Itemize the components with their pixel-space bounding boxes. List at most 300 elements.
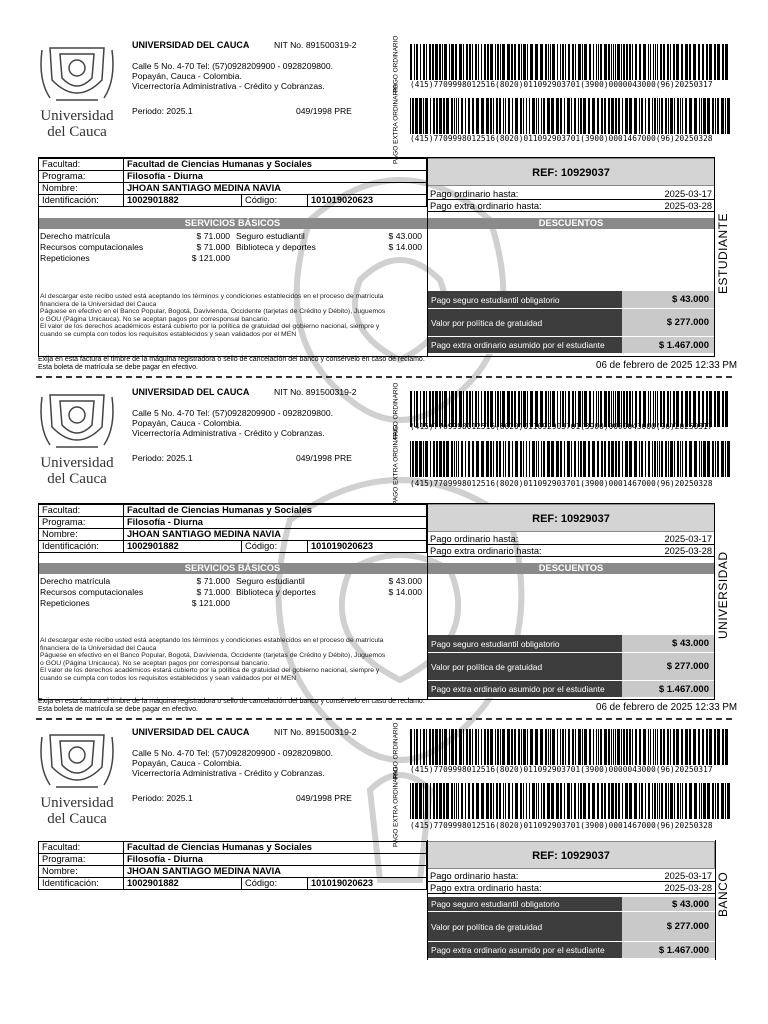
barcode-bar [722,729,724,765]
barcode-bar [443,441,445,477]
barcode-bar [701,441,702,477]
copy-label: BANCO [716,871,730,917]
barcode-bar [571,783,572,819]
barcode-bar [466,44,468,80]
barcode-ordinario [410,44,730,80]
barcode-bar [515,783,518,819]
barcode-bar [472,98,474,134]
barcode-bar [660,729,662,765]
barcode-bar [652,441,653,477]
copy-label: UNIVERSIDAD [716,551,730,639]
barcode-bar [560,44,561,80]
barcode-bar [497,729,499,765]
barcode-bar [593,729,594,765]
barcode-bar [472,44,473,80]
barcode-bar [500,44,501,80]
barcode-bar [508,98,510,134]
barcode-bar [588,783,590,819]
barcode-bar [611,44,612,80]
barcode-bar [596,44,597,80]
barcode-bar [677,783,679,819]
barcode-bar [725,783,726,819]
barcode-extra [410,441,730,477]
barcode-bar [677,98,679,134]
cut-line [36,376,732,378]
student-info-table: Facultad: Facultad de Ciencias Humanas y Sociales Programa: Filosofía - Diurna Nombre: JHOAN SANTIAGO MEDINA NAVIA Identificación: 1002901882 Código: 101019020623 [38,158,427,207]
barcode-bar [521,729,522,765]
barcode-bar [443,98,445,134]
barcode-bar [634,783,637,819]
barcode-bar [615,783,617,819]
barcode-bar [634,98,637,134]
due-dates: Pago ordinario hasta: 2025-03-17 Pago extra ordinario hasta: 2025-03-28 [427,188,715,212]
barcode-bar [410,783,411,819]
barcode-bar [681,44,683,80]
barcode-bar [623,44,625,80]
barcode-bar [709,729,712,765]
barcode-bar [650,44,651,80]
barcode-bar [458,441,459,477]
barcode-bar [685,783,687,819]
barcode-bar [496,783,498,819]
barcode-bar [626,729,628,765]
barcode-bar [668,98,669,134]
barcode-bar [608,98,610,134]
barcode-bar [426,44,427,80]
barcode-bar [632,44,633,80]
nombre: JHOAN SANTIAGO MEDINA NAVIA [124,529,427,541]
barcode-bar [725,441,726,477]
barcode-bar [667,729,669,765]
barcode-bar [652,98,653,134]
barcode-bar [423,783,424,819]
barcode-bar [674,98,675,134]
barcode-bar [712,783,714,819]
resolution: 049/1998 PRE [296,453,352,463]
barcode-bar [615,441,617,477]
barcode-bar [536,98,537,134]
barcode-bar [592,98,595,134]
barcode-bar [496,98,498,134]
barcode-bar [657,783,658,819]
barcode-bar [621,729,622,765]
barcode-bar [714,44,716,80]
barcode-bar [680,783,681,819]
barcode-bar [461,441,463,477]
barcode-bar [643,729,646,765]
university-name: UNIVERSIDAD DEL CAUCA [132,40,250,50]
barcode-bar [660,44,662,80]
barcode-bar [575,44,576,80]
barcode-bar [543,441,545,477]
barcode-bar [493,783,494,819]
barcode-bar [588,98,590,134]
barcode-bar [518,729,520,765]
barcode-bar [497,44,499,80]
barcode-bar [648,98,650,134]
barcode-bar [564,783,565,819]
barcode-bar [535,44,538,80]
barcode-bar [654,441,656,477]
barcode-bar [508,783,510,819]
barcode-bar [611,729,612,765]
barcode-bar [547,783,550,819]
barcode-bar [694,441,697,477]
barcode-bar [615,98,617,134]
barcode-bar [562,44,564,80]
barcode-bar [648,44,649,80]
barcode-bar [551,783,554,819]
barcode-bar [698,44,700,80]
barcode-bar [487,729,489,765]
barcode-bar [707,98,710,134]
barcode-bar [611,98,614,134]
barcode-bar [589,729,591,765]
barcode-bar [465,783,466,819]
barcode-bar [571,98,572,134]
university-logo [36,40,118,140]
barcode-bar [727,98,730,134]
barcode-label-extra: PAGO EXTRA ORDINARIO [392,83,400,165]
barcode-bar [639,729,641,765]
barcode-bar [584,729,587,765]
barcode-bar [715,98,716,134]
barcode-bar [618,783,620,819]
barcode-bar [568,44,570,80]
barcode-bar [495,44,496,80]
barcode-bar [432,44,434,80]
barcode-bar [698,729,700,765]
barcode-bar [567,441,570,477]
barcode-bar [615,44,616,80]
barcode-bar [727,783,730,819]
barcode-bar [472,441,474,477]
barcode-bar [416,44,418,80]
barcode-bar [653,44,654,80]
barcode-bar [463,729,464,765]
barcode-bar [571,441,572,477]
barcode-bar [608,783,610,819]
barcode-ordinario [410,729,730,765]
barcode-bar [433,783,435,819]
barcode-bar [634,441,637,477]
barcode-bar [608,44,610,80]
barcode-bar [659,441,660,477]
barcode-bar [689,98,692,134]
barcode-bar [461,98,463,134]
barcode-extra [410,783,730,819]
barcode-bar [560,441,562,477]
barcode-bar [530,729,533,765]
barcode-bar [451,783,453,819]
barcode-bar [676,729,679,765]
programa: Filosofía - Diurna [124,854,427,866]
barcode-bar [578,44,581,80]
identificacion: 1002901882 [124,541,242,553]
barcode-bar [680,98,681,134]
barcode-bar [655,729,656,765]
barcode-bar [490,441,492,477]
barcode-bar [670,44,671,80]
nit: NIT No. 891500319-2 [274,727,357,737]
barcode-bar [486,783,489,819]
barcode-bar [416,729,418,765]
barcode-bar [459,44,462,80]
barcode-bar [433,441,435,477]
barcode-bar [715,783,716,819]
form-frame [38,157,715,357]
barcode-bar [685,98,687,134]
barcode-bar [508,441,510,477]
barcode-bar [503,98,504,134]
barcode-number-extra: (415)7709998012516(8020)011092903701(3900)0001467000(96)20250328 [410,479,713,488]
barcode-bar [600,729,602,765]
barcode-number-extra: (415)7709998012516(8020)011092903701(3900)0001467000(96)20250328 [410,821,713,830]
barcode-bar [639,441,640,477]
barcode-bar [463,44,464,80]
barcode-bar [526,783,527,819]
barcode-bar [623,729,625,765]
barcode-bar [481,783,484,819]
barcode-bar [626,44,628,80]
barcode-bar [574,98,576,134]
barcode-bar [608,729,610,765]
barcode-bar [665,783,667,819]
barcode-bar [484,44,486,80]
barcode-bar [505,441,506,477]
barcode-bar [621,44,622,80]
barcode-bar [456,783,457,819]
barcode-bar [622,98,623,134]
barcode-bar [435,729,438,765]
barcode-bar [699,783,700,819]
barcode-bar [436,441,438,477]
barcode-label-extra: PAGO EXTRA ORDINARIO [392,424,400,506]
barcode-bar [727,441,730,477]
barcode-bar [667,44,669,80]
barcode-bar [529,783,530,819]
student-info-table: Facultad: Facultad de Ciencias Humanas y Sociales Programa: Filosofía - Diurna Nombre: JHOAN SANTIAGO MEDINA NAVIA Identificación: 1002901882 Código: 101019020623 [38,841,427,890]
barcode-bar [449,44,450,80]
barcode-bar [689,44,691,80]
barcode-bar [567,98,570,134]
barcode-bar [420,44,421,80]
barcode-bar [419,441,422,477]
barcode-bar [673,44,675,80]
barcode-bar [469,729,471,765]
barcode-bar [435,44,438,80]
barcode-bar [712,98,714,134]
barcode-bar [465,98,466,134]
barcode-bar [632,729,633,765]
barcode-bar [611,441,614,477]
barcode-bar [556,98,559,134]
barcode-bar [567,783,570,819]
barcode-bar [451,98,453,134]
barcode-bar [493,98,494,134]
barcode-bar [443,783,445,819]
barcode-bar [551,98,554,134]
header-info [132,727,382,803]
barcode-bar [588,441,590,477]
barcode-bar [419,98,422,134]
barcode-bar [461,783,463,819]
barcode-bar [560,98,562,134]
barcode-bar [597,98,599,134]
barcode-bar [655,44,656,80]
barcode-bar [694,783,697,819]
barcode-bar [657,98,658,134]
barcode-bar [455,729,457,765]
barcode-bar [582,729,583,765]
barcode-bar [717,44,720,80]
barcode-bar [618,98,620,134]
barcode-bar [541,98,542,134]
barcode-bar [541,783,542,819]
barcode-label-ordinario: PAGO ORDINARIO [392,722,400,780]
barcode-bar [432,729,434,765]
barcode-bar [425,98,428,134]
barcode-bar [486,441,489,477]
barcode-bar [472,729,473,765]
barcode-bar [468,783,470,819]
barcode-bar [423,729,425,765]
barcode-bar [439,44,441,80]
barcode-bar [520,441,522,477]
barcode-bar [611,783,614,819]
barcode-bar [578,98,579,134]
barcode-bar [505,783,506,819]
barcode-bar [423,44,425,80]
barcode-bar [613,44,614,80]
barcode-bar [717,441,719,477]
barcode-bar [629,44,631,80]
barcode-bar [604,729,607,765]
address: Calle 5 No. 4-70 Tel: (57)0928209900 - 0928209800. Popayán, Cauca - Colombia. Vicerrectoría Administrativa - Crédito y Cobranzas. [132,61,333,91]
barcode-bar [572,729,574,765]
barcode-bar [659,783,660,819]
barcode-bar [583,441,586,477]
barcode-bar [663,729,665,765]
barcode-bar [580,98,582,134]
barcode-bar [415,98,418,134]
barcode-bar [643,44,646,80]
barcode-bar [694,98,697,134]
logo-text: Universidad del Cauca [40,108,114,140]
barcode-bar [499,441,501,477]
barcode-bar [557,729,558,765]
facultad: Facultad de Ciencias Humanas y Sociales [124,842,427,854]
barcode-bar [661,441,663,477]
barcode-bar [657,44,658,80]
barcode-bar [419,783,422,819]
barcode-bar [597,441,599,477]
barcode-bar [565,729,566,765]
barcode-bar [429,44,431,80]
barcode-bar [545,44,547,80]
barcode-bar [499,783,501,819]
barcode-extra [410,98,730,134]
barcode-bar [536,441,537,477]
barcode-bar [597,783,599,819]
barcode-bar [486,98,489,134]
barcode-bar [685,441,687,477]
barcode-bar [547,441,550,477]
barcode-bar [439,783,442,819]
barcode-bar [423,441,424,477]
barcode-bar [423,98,424,134]
barcode-bar [578,729,581,765]
barcode-number-ordinario: (415)7709998012516(8020)011092903701(3900)0000043000(96)20250317 [410,422,713,431]
barcode-bar [481,44,482,80]
payment-summary: Pago seguro estudiantil obligatorio $ 43.000 Valor por política de gratuidad $ 277.000 Pago extra ordinario asumido por el estudiante $ 1.467.000 [427,291,715,354]
barcode-bar [677,441,679,477]
barcode-bar [550,729,551,765]
barcode-bar [487,44,489,80]
barcode-bar [574,441,576,477]
barcode-bar [541,441,542,477]
barcode-bar [425,783,428,819]
barcode-bar [722,44,724,80]
barcode-bar [527,729,528,765]
barcode-bar [523,44,526,80]
barcode-bar [468,98,470,134]
barcode-bar [530,44,533,80]
barcode-bar [523,441,524,477]
barcode-bar [673,729,675,765]
facultad: Facultad de Ciencias Humanas y Sociales [124,159,427,171]
barcode-bar [645,783,646,819]
barcode-bar [661,783,663,819]
barcode-bar [670,441,673,477]
barcode-bar [659,98,660,134]
barcode-bar [674,441,675,477]
barcode-bar [415,441,418,477]
barcode-bar [617,729,620,765]
barcode-bar [518,44,520,80]
barcode-bar [650,729,651,765]
periodo: Periodo: 2025.1 [132,793,193,803]
barcode-bar [500,729,501,765]
barcode-bar [515,441,518,477]
barcode-bar [507,44,510,80]
barcode-bar [682,441,683,477]
barcode-bar [648,783,650,819]
barcode-bar [653,729,654,765]
barcode-bar [645,98,646,134]
barcode-bar [526,98,527,134]
barcode-bar [693,729,696,765]
barcode-bar [560,783,562,819]
barcode-bar [580,783,582,819]
barcode-bar [668,783,669,819]
barcode-bar [502,729,505,765]
barcode-bar [412,441,414,477]
barcode-bar [454,783,455,819]
barcode-bar [701,98,702,134]
barcode-bar [538,783,539,819]
barcode-bar [410,44,412,80]
barcode-bar [454,441,455,477]
ref-number: REF: 10929037 [427,504,715,532]
barcode-bar [622,783,623,819]
barcode-bar [456,441,457,477]
barcode-bar [412,98,414,134]
barcode-bar [446,783,449,819]
logo-text: Universidad del Cauca [40,795,114,827]
barcode-bar [455,44,457,80]
footer-note: Exija en esta factura el timbre de la máquina registradora o sello de cancelación del banco y consérvelo en caso de reclamo. Esta boleta de matrícula se debe pagar en efectivo. [38,356,425,371]
